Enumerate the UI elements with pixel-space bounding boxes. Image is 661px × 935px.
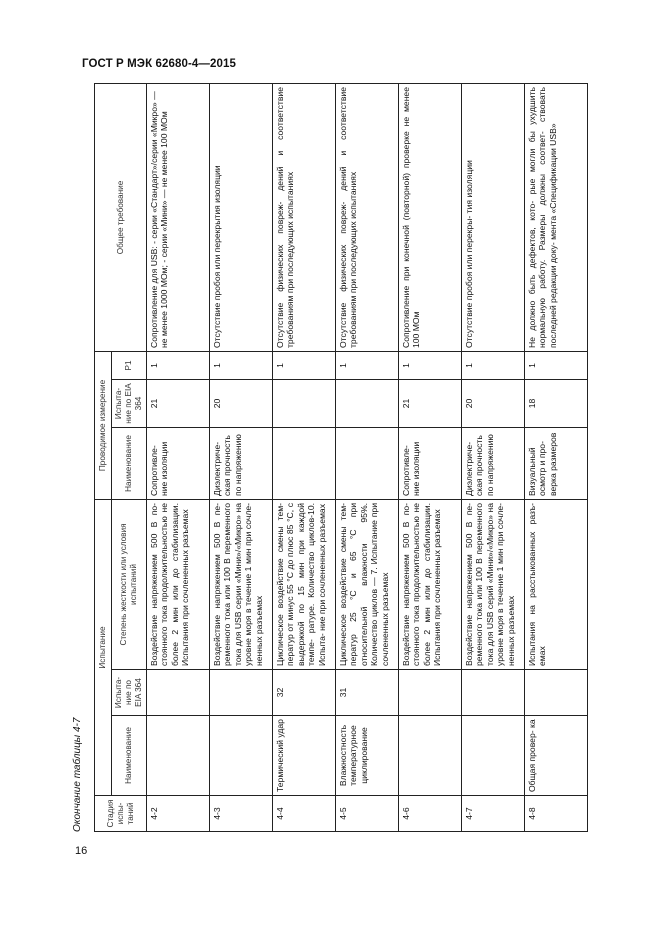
cell-stage: 4-4 <box>273 796 336 832</box>
rotated-content <box>72 84 606 832</box>
cell-p1: 1 <box>399 352 462 380</box>
cell-meas-name: Диэлектриче- ская прочность по напряжению <box>210 428 273 500</box>
table-row <box>399 84 462 832</box>
cell-test-name <box>147 716 210 796</box>
table-row <box>525 84 588 832</box>
header-row-1 <box>95 84 112 832</box>
cell-meas-eia: 20 <box>210 380 273 428</box>
cell-test-name <box>399 716 462 796</box>
cell-requirement: Отсутствие физических повреж- дений и соответствие требованиям при последующих испытаниях <box>336 84 399 352</box>
cell-test-eia: 31 <box>336 670 399 716</box>
header-test-group: Испытание <box>95 500 112 796</box>
document-header: ГОСТ Р МЭК 62680-4—2015 <box>82 58 236 70</box>
cell-test-eia <box>399 670 462 716</box>
cell-meas-eia: 21 <box>399 380 462 428</box>
cell-p1: 1 <box>210 352 273 380</box>
cell-meas-eia: 20 <box>462 380 525 428</box>
cell-stage: 4-2 <box>147 796 210 832</box>
cell-test-name: Общая провер- ка <box>525 716 588 796</box>
cell-p1: 1 <box>147 352 210 380</box>
cell-requirement: Отсутствие физических повреж- дений и соответствие требованиям при последующих испытаниях <box>273 84 336 352</box>
cell-test-eia <box>147 670 210 716</box>
cell-severity: Воздействие напряжением 500 В по- стоянного тока продолжительностью не более 2 мин или до стабилизации. Испытания при сочлененных разъемах <box>399 500 462 670</box>
cell-meas-eia: 18 <box>525 380 588 428</box>
table-caption: Окончание таблицы 4-7 <box>72 717 83 832</box>
cell-severity: Воздействие напряжением 500 В пе- ременного тока или 100 В переменного тока для USB серий «Мини»/«Микро» на уровне моря в течение 1 мин при сочле- ненных разъемах <box>462 500 525 670</box>
header-severity: Степень жесткости или условия испытаний <box>112 500 147 670</box>
cell-meas-name <box>336 428 399 500</box>
cell-test-name: Влажностность температурное циклирование <box>336 716 399 796</box>
cell-stage: 4-7 <box>462 796 525 832</box>
cell-requirement: Отсутствие пробоя или перекрытия изоляции <box>210 84 273 352</box>
header-stage: Стадия испы- таний <box>95 796 147 832</box>
cell-severity: Испытания на расстыкованных разъ- емах <box>525 500 588 670</box>
table-row <box>273 84 336 832</box>
header-meas-eia: Испыта- ние по EIA 364 <box>112 380 147 428</box>
cell-meas-eia <box>336 380 399 428</box>
cell-test-eia: 32 <box>273 670 336 716</box>
cell-meas-eia: 21 <box>147 380 210 428</box>
cell-p1: 1 <box>336 352 399 380</box>
cell-meas-name: Сопротивле- ние изоляции <box>147 428 210 500</box>
header-p1: Р1 <box>112 352 147 380</box>
cell-meas-name: Диэлектриче- ская прочность по напряжению <box>462 428 525 500</box>
cell-test-name <box>462 716 525 796</box>
cell-requirement: Отсутствие пробоя или перекры- тия изоляции <box>462 84 525 352</box>
cell-test-eia <box>525 670 588 716</box>
table-row <box>336 84 399 832</box>
cell-severity: Циклическое воздействие смены тем- ператур 25 °С и 65 °С при относительной влажности 95%. Количество циклов — 7. Испытание при сочлененных разъемах <box>336 500 399 670</box>
cell-requirement: Не должно быть дефектов, кото- рые могли бы ухудшить нормальную работу. Размеры должны соответ- ствовать последней редакции доку- мента «Спецификации USB» <box>525 84 588 352</box>
cell-stage: 4-5 <box>336 796 399 832</box>
cell-meas-eia <box>273 380 336 428</box>
cell-requirement: Сопротивление для USB: - серии «Стандарт»/серии «Микро» — не менее 1000 МОм; - серии «Мини» — не менее 100 МОм <box>147 84 210 352</box>
cell-meas-name: Сопротивле- ние изоляции <box>399 428 462 500</box>
cell-p1: 1 <box>525 352 588 380</box>
cell-meas-name: Визуальный осмотр и про- верка размеров <box>525 428 588 500</box>
header-measure-group: Проводимое измерение <box>95 352 112 500</box>
cell-stage: 4-8 <box>525 796 588 832</box>
cell-test-name: Термический удар <box>273 716 336 796</box>
table-row <box>462 84 525 832</box>
test-table <box>94 83 588 832</box>
cell-p1: 1 <box>273 352 336 380</box>
cell-test-eia <box>210 670 273 716</box>
cell-test-name <box>210 716 273 796</box>
cell-test-eia <box>462 670 525 716</box>
header-test-eia: Испыта- ние по EIA 364 <box>112 670 147 716</box>
header-general-requirement: Общее требование <box>95 84 147 352</box>
cell-stage: 4-3 <box>210 796 273 832</box>
table-row <box>210 84 273 832</box>
cell-p1: 1 <box>462 352 525 380</box>
header-meas-name: Наименование <box>112 428 147 500</box>
table-row <box>147 84 210 832</box>
cell-requirement: Сопротивление при конечной (повторной) проверке не менее 100 МОм <box>399 84 462 352</box>
cell-stage: 4-6 <box>399 796 462 832</box>
header-test-name: Наименование <box>112 716 147 796</box>
cell-severity: Воздействие напряжением 500 В по- стоянного тока продолжительностью не более 2 мин или до стабилизации. Испытания при сочлененных разъемах <box>147 500 210 670</box>
cell-severity: Циклическое воздействие смены тем- ператур от минус 55 °С до плюс 85 °С, с выдержкой по 15 мин при каждой темпе- ратуре. Количество циклов-10. Испыта- ние при сочлененных разъемах <box>273 500 336 670</box>
cell-meas-name <box>273 428 336 500</box>
cell-severity: Воздействие напряжением 500 В пе- ременного тока или 100 В переменного тока для USB серии «Мини»/«Микро» на уровне моря в течение 1 мин при сочле- ненных разъемах <box>210 500 273 670</box>
page-number: 16 <box>75 845 88 857</box>
